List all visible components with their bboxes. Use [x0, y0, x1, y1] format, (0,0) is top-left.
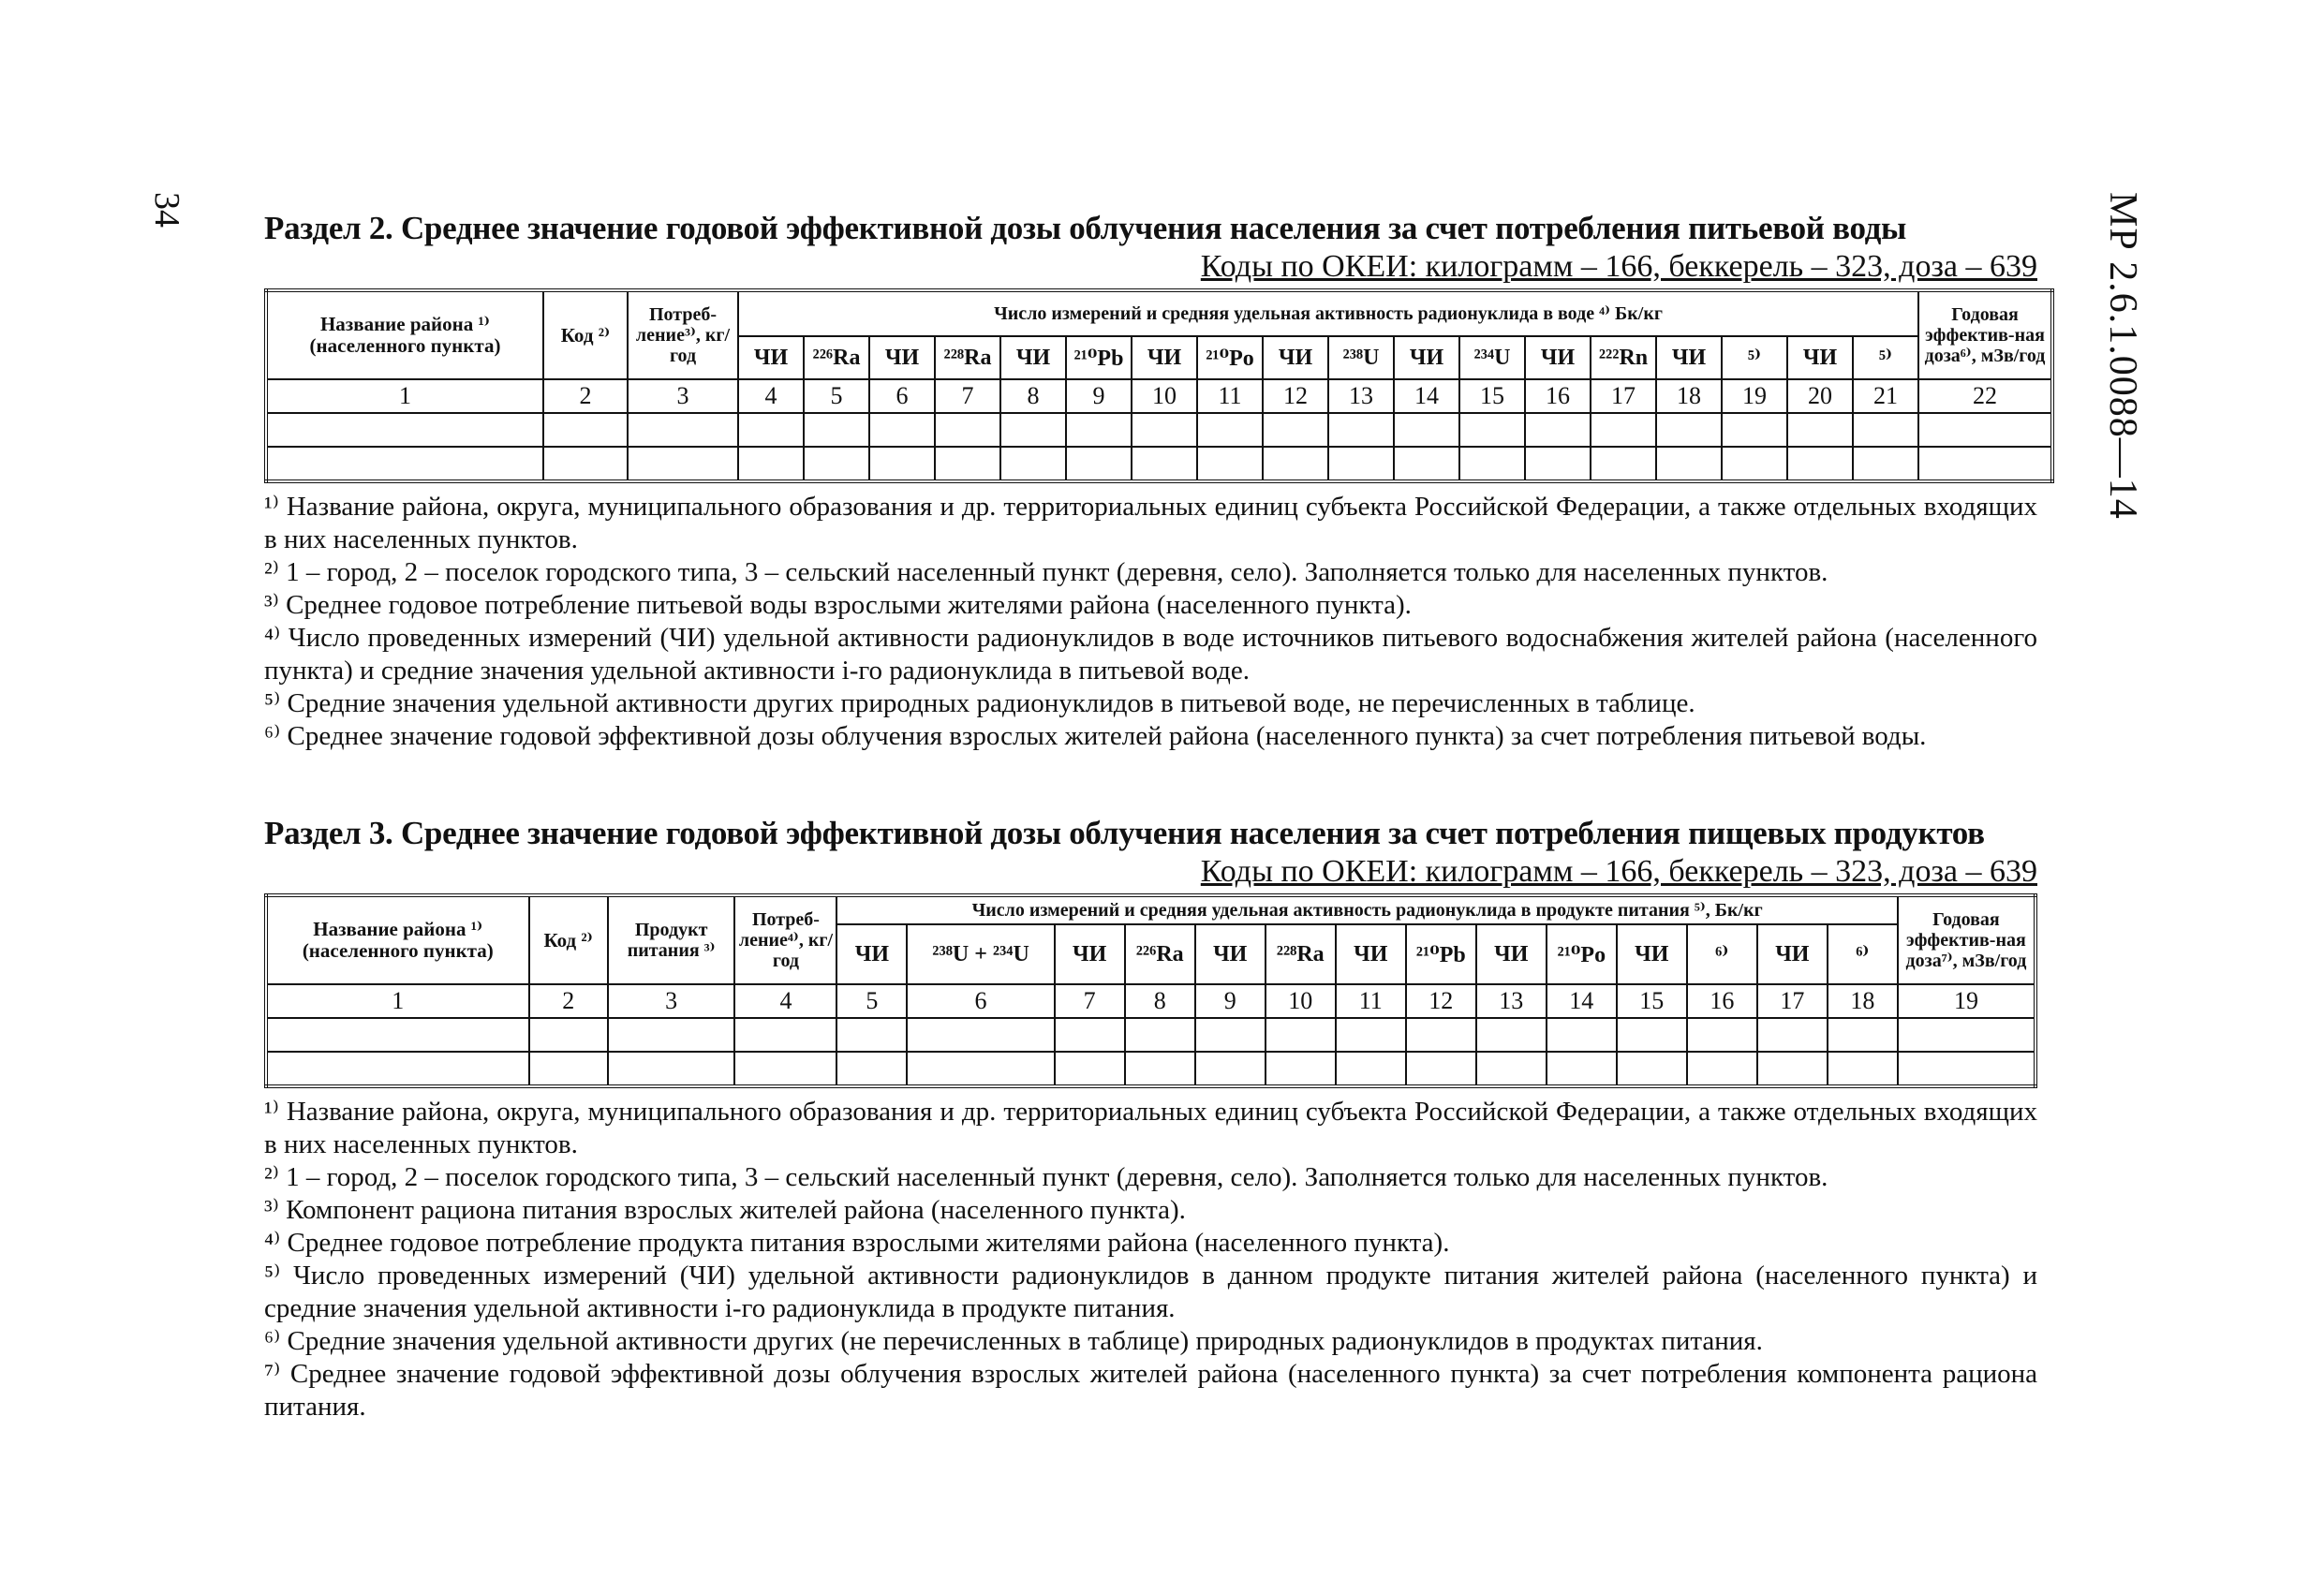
- section-2-footnotes: [264, 491, 2037, 753]
- subheader-cell: ЧИ: [836, 924, 907, 984]
- column-number: 10: [1266, 984, 1336, 1018]
- section-2: [264, 208, 2046, 753]
- column-number: 4: [734, 984, 836, 1018]
- column-number: 1: [266, 984, 529, 1018]
- section-3: [264, 813, 2037, 1423]
- subheader-cell: ЧИ: [1000, 336, 1066, 379]
- col-header-consumption: Потреб-ление⁴⁾, кг/год: [734, 895, 836, 984]
- subheader-cell: ЧИ: [1336, 924, 1406, 984]
- document-code: МР 2.6.1.0088—14: [2101, 192, 2144, 520]
- column-number: 18: [1656, 379, 1722, 413]
- footnote: ⁴⁾ Среднее годовое потребление продукта питания взрослыми жителями района (населенного пункта).: [264, 1228, 1450, 1258]
- subheader-cell: ²¹⁰Pb: [1406, 924, 1476, 984]
- subheader-cell: ЧИ: [1195, 924, 1266, 984]
- column-number: 11: [1197, 379, 1263, 413]
- subheader-cell: ²²⁸Ra: [935, 336, 1000, 379]
- col-header-dose: Годовая эффектив-ная доза⁶⁾, мЗв/год: [1918, 290, 2052, 379]
- subheader-cell: ²³⁸U + ²³⁴U: [907, 924, 1054, 984]
- col-header-product: Продукт питания ³⁾: [608, 895, 735, 984]
- subheader-cell: ЧИ: [1394, 336, 1459, 379]
- column-number: 20: [1787, 379, 1853, 413]
- column-number: 19: [1898, 984, 2035, 1018]
- column-number: 17: [1757, 984, 1828, 1018]
- footnote: ⁶⁾ Средние значения удельной активности других (не перечисленных в таблице) природных радионуклидов в продуктах питания.: [264, 1326, 1763, 1356]
- column-number: 19: [1722, 379, 1787, 413]
- section-2-title: Раздел 2. Среднее значение годовой эффективной дозы облучения населения за счет потребления питьевой воды: [264, 210, 1907, 246]
- column-number: 10: [1132, 379, 1197, 413]
- column-number: 2: [529, 984, 608, 1018]
- column-number: 16: [1687, 984, 1757, 1018]
- column-number: 16: [1525, 379, 1591, 413]
- footnote: ²⁾ 1 – город, 2 – поселок городского типа, 3 – сельский населенный пункт (деревня, село). Заполняется только для населенных пунктов.: [264, 1162, 1828, 1192]
- subheader-cell: ЧИ: [1617, 924, 1687, 984]
- column-number: 13: [1476, 984, 1547, 1018]
- column-number: 9: [1195, 984, 1266, 1018]
- column-number: 5: [836, 984, 907, 1018]
- section-3-title: Раздел 3. Среднее значение годовой эффективной дозы облучения населения за счет потребления пищевых продуктов: [264, 815, 1985, 851]
- table-row: [266, 413, 2052, 447]
- column-number: 4: [738, 379, 804, 413]
- section-3-table: [264, 893, 2037, 1088]
- subheader-cell: ЧИ: [1476, 924, 1547, 984]
- subheader-cell: ⁶⁾: [1828, 924, 1898, 984]
- footnote: ³⁾ Среднее годовое потребление питьевой воды взрослыми жителями района (населенного пункта).: [264, 590, 1412, 620]
- column-number-row: [266, 984, 2035, 1018]
- subheader-cell: ²³⁸U: [1328, 336, 1394, 379]
- subheader-cell: ²¹⁰Po: [1547, 924, 1617, 984]
- column-number: 14: [1547, 984, 1617, 1018]
- subheader-cell: ЧИ: [1132, 336, 1197, 379]
- column-number: 12: [1406, 984, 1476, 1018]
- col-header-code: Код ²⁾: [543, 290, 628, 379]
- col-header-dose: Годовая эффектив-ная доза⁷⁾, мЗв/год: [1898, 895, 2035, 984]
- section-3-okei: Коды по ОКЕИ: килограмм – 166, беккерель – 323, доза – 639: [1200, 854, 2037, 889]
- column-number: 3: [608, 984, 735, 1018]
- subheader-cell: ЧИ: [1757, 924, 1828, 984]
- col-header-code: Код ²⁾: [529, 895, 608, 984]
- column-number: 3: [628, 379, 738, 413]
- column-number: 8: [1000, 379, 1066, 413]
- column-number: 9: [1066, 379, 1132, 413]
- subheader-cell: ²²⁶Ra: [1125, 924, 1195, 984]
- page-number: 34: [147, 192, 186, 228]
- footnote: ⁵⁾ Средние значения удельной активности других природных радионуклидов в питьевой воде, не перечисленных в таблице.: [264, 688, 1695, 718]
- column-number: 18: [1828, 984, 1898, 1018]
- footnote: ⁴⁾ Число проведенных измерений (ЧИ) удельной активности радионуклидов в воде источников питьевого водоснабжения жителей района (населенного пункта) и средние значения удельной активности i-го радионуклида в питьевой воде.: [264, 623, 2037, 686]
- subheader-cell: ЧИ: [1787, 336, 1853, 379]
- col-header-name: Название района ¹⁾ (населенного пункта): [266, 290, 543, 379]
- footnote: ⁶⁾ Среднее значение годовой эффективной дозы облучения взрослых жителей района (населенного пункта) за счет потребления питьевой воды.: [264, 721, 1927, 751]
- column-number: 11: [1336, 984, 1406, 1018]
- subheader-cell: ⁶⁾: [1687, 924, 1757, 984]
- column-number: 15: [1617, 984, 1687, 1018]
- column-number: 15: [1459, 379, 1525, 413]
- column-number: 6: [869, 379, 935, 413]
- col-header-name: Название района ¹⁾ (населенного пункта): [266, 895, 529, 984]
- footnote: ¹⁾ Название района, округа, муниципального образования и др. территориальных единиц субъекта Российской Федерации, а также отдельных входящих в них населенных пунктов.: [264, 1097, 2037, 1159]
- subheader-cell: ²²⁶Ra: [804, 336, 869, 379]
- footnote: ¹⁾ Название района, округа, муниципального образования и др. территориальных единиц субъекта Российской Федерации, а также отдельных входящих в них населенных пунктов.: [264, 492, 2037, 554]
- footnote: ⁵⁾ Число проведенных измерений (ЧИ) удельной активности радионуклидов в данном продукте питания жителей района (населенного пункта) и средние значения удельной активности i-го радионуклида в продукте питания.: [264, 1261, 2037, 1323]
- footnote: ³⁾ Компонент рациона питания взрослых жителей района (населенного пункта).: [264, 1195, 1186, 1225]
- subheader-cell: ЧИ: [1525, 336, 1591, 379]
- subheader-cell: ЧИ: [738, 336, 804, 379]
- section-2-okei: Коды по ОКЕИ: килограмм – 166, беккерель – 323, доза – 639: [1200, 249, 2037, 284]
- col-header-consumption: Потреб-ление³⁾, кг/год: [628, 290, 738, 379]
- table-row: [266, 447, 2052, 481]
- column-number: 1: [266, 379, 543, 413]
- col-header-measurements: Число измерений и средняя удельная активность радионуклида в продукте питания ⁵⁾, Бк/кг: [836, 895, 1897, 924]
- column-number: 13: [1328, 379, 1394, 413]
- column-number: 2: [543, 379, 628, 413]
- footnote: ⁷⁾ Среднее значение годовой эффективной дозы облучения взрослых жителей района (населенного пункта) за счет потребления компонента рациона питания.: [264, 1359, 2037, 1422]
- column-number-row: [266, 379, 2052, 413]
- table-row: [266, 1052, 2035, 1086]
- subheader-cell: ⁵⁾: [1722, 336, 1787, 379]
- column-number: 7: [935, 379, 1000, 413]
- column-number: 5: [804, 379, 869, 413]
- subheader-cell: ЧИ: [1263, 336, 1328, 379]
- column-number: 17: [1591, 379, 1656, 413]
- column-number: 7: [1055, 984, 1125, 1018]
- subheader-cell: ²³⁴U: [1459, 336, 1525, 379]
- footnote: ²⁾ 1 – город, 2 – поселок городского типа, 3 – сельский населенный пункт (деревня, село). Заполняется только для населенных пунктов.: [264, 557, 1828, 587]
- subheader-cell: ⁵⁾: [1853, 336, 1918, 379]
- col-header-measurements: Число измерений и средняя удельная активность радионуклида в воде ⁴⁾ Бк/кг: [738, 290, 1918, 336]
- table-row: [266, 1018, 2035, 1052]
- section-3-footnotes: [264, 1096, 2037, 1423]
- section-2-table: [264, 288, 2054, 483]
- column-number: 14: [1394, 379, 1459, 413]
- column-number: 12: [1263, 379, 1328, 413]
- subheader-cell: ²¹⁰Po: [1197, 336, 1263, 379]
- subheader-cell: ²²²Rn: [1591, 336, 1656, 379]
- column-number: 21: [1853, 379, 1918, 413]
- subheader-cell: ЧИ: [869, 336, 935, 379]
- subheader-cell: ЧИ: [1656, 336, 1722, 379]
- column-number: 8: [1125, 984, 1195, 1018]
- subheader-cell: ²¹⁰Pb: [1066, 336, 1132, 379]
- subheader-cell: ²²⁸Ra: [1266, 924, 1336, 984]
- column-number: 22: [1918, 379, 2052, 413]
- subheader-cell: ЧИ: [1055, 924, 1125, 984]
- column-number: 6: [907, 984, 1054, 1018]
